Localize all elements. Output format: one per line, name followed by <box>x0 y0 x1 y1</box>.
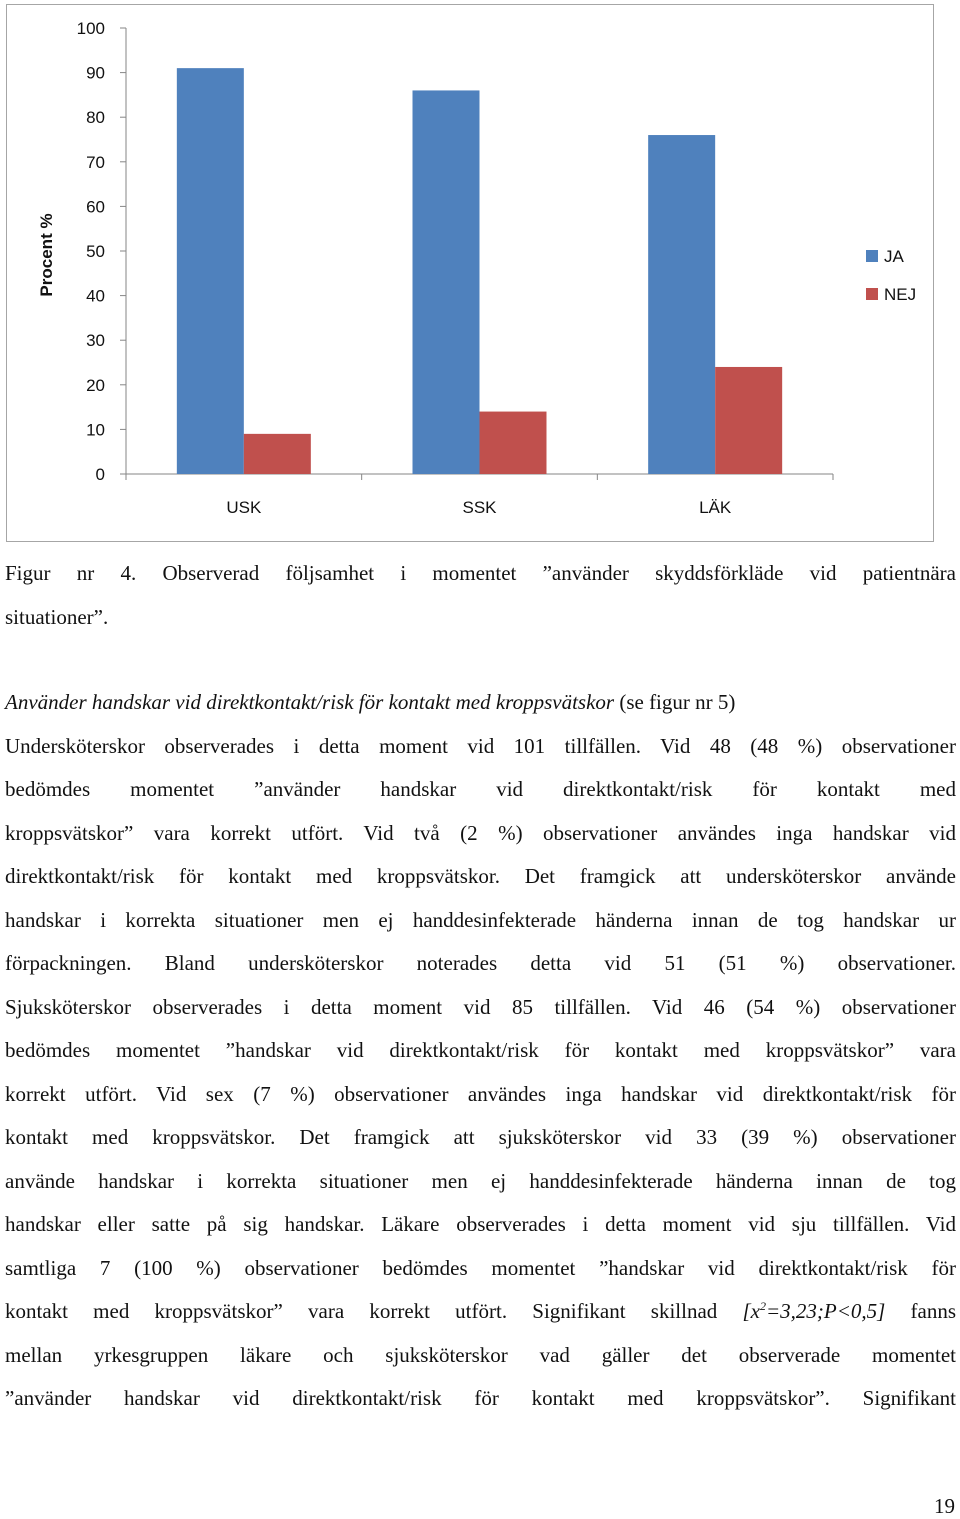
y-tick-label: 0 <box>95 465 105 484</box>
text-line: bedömdes momentet ”handskar vid direktkontakt/risk för kontakt med kroppsvätskor” vara <box>5 1038 956 1062</box>
bar-nej-läk <box>715 367 782 474</box>
figure-caption <box>5 552 956 639</box>
text-line: handskar i korrekta situationer men ej handdesinfekterade händerna innan de tog handskar ur <box>5 907 956 932</box>
bar-ja-läk <box>648 135 715 474</box>
text-line: Sjuksköterskor observerades i detta moment vid 85 tillfällen. Vid 46 (54 %) observationer <box>5 994 956 1019</box>
text-line: handskar eller satte på sig handskar. Läkare observerades i detta moment vid sju tillfällen. Vid <box>5 1212 956 1236</box>
caption-line: Figur nr 4. Observerad följsamhet i momentet ”använder skyddsförkläde vid patientnära <box>5 561 956 585</box>
y-tick-label: 60 <box>86 197 105 217</box>
text-segment: kontakt med kroppsvätskor” vara korrekt utfört. Signifikant skillnad <box>5 1299 743 1323</box>
legend-label-ja: JA <box>884 247 904 266</box>
y-tick-label: 50 <box>86 242 105 261</box>
heading-italic: Använder handskar vid direktkontakt/risk för kontakt med kroppsvätskor <box>5 690 615 714</box>
bar-nej-usk <box>244 434 311 474</box>
y-axis-title: Procent % <box>37 213 56 297</box>
section-heading <box>5 681 956 725</box>
y-tick-label: 10 <box>86 420 105 440</box>
chart-svg <box>7 5 935 543</box>
text-line: kroppsvätskor” vara korrekt utfört. Vid två (2 %) observationer användes inga handskar vid <box>5 820 956 845</box>
heading-rest: (se figur nr 5) <box>614 690 736 714</box>
y-tick-label: 90 <box>86 63 105 83</box>
text-line: samtliga 7 (100 %) observationer bedömdes momentet ”handskar vid direktkontakt/risk för <box>5 1255 956 1280</box>
text-line <box>5 1290 956 1334</box>
statistic-part: [x <box>742 1299 760 1323</box>
y-tick-label: 30 <box>86 331 105 351</box>
y-tick-label: 100 <box>76 19 105 38</box>
bar-nej-ssk <box>480 412 547 474</box>
y-tick-label: 80 <box>86 108 105 128</box>
x-category-label: LÄK <box>699 498 732 517</box>
text-segment: fanns <box>885 1299 956 1323</box>
y-tick-label: 70 <box>86 152 105 172</box>
statistic <box>742 1299 885 1323</box>
text-line: bedömdes momentet ”använder handskar vid direktkontakt/risk för kontakt med <box>5 777 956 801</box>
text-line: använde handskar i korrekta situationer men ej handdesinfekterade händerna innan de tog <box>5 1168 956 1193</box>
y-tick-label: 40 <box>86 286 105 306</box>
text-line: förpackningen. Bland undersköterskor noterades detta vid 51 (51 %) observationer. <box>5 951 956 975</box>
text-line: mellan yrkesgruppen läkare och sjuksköterskor vad gäller det observerade momentet <box>5 1342 956 1367</box>
y-tick-label: 20 <box>86 375 105 395</box>
text-line: ”använder handskar vid direktkontakt/risk för kontakt med kroppsvätskor”. Signifikant <box>5 1386 956 1410</box>
legend-swatch-ja <box>866 250 878 262</box>
bar-chart <box>6 4 934 542</box>
body-paragraph <box>5 681 956 1421</box>
legend-label-nej: NEJ <box>884 285 917 304</box>
statistic-part: =3,23;P<0,5] <box>765 1299 886 1323</box>
statistic-superscript: 2 <box>759 1299 766 1313</box>
legend-swatch-nej <box>866 288 878 300</box>
x-category-label: SSK <box>462 498 497 517</box>
caption-line: situationer”. <box>5 604 109 629</box>
text-line: korrekt utfört. Vid sex (7 %) observationer användes inga handskar vid direktkontakt/risk för <box>5 1081 956 1106</box>
page-number: 19 <box>934 1494 955 1518</box>
text-line: kontakt med kroppsvätskor. Det framgick att sjuksköterskor vid 33 (39 %) observationer <box>5 1125 956 1149</box>
bar-ja-ssk <box>413 90 480 474</box>
bar-ja-usk <box>177 68 244 474</box>
x-category-label: USK <box>226 498 262 517</box>
text-line: direktkontakt/risk för kontakt med kroppsvätskor. Det framgick att undersköterskor använde <box>5 864 956 888</box>
text-line: Undersköterskor observerades i detta moment vid 101 tillfällen. Vid 48 (48 %) observationer <box>5 733 956 758</box>
